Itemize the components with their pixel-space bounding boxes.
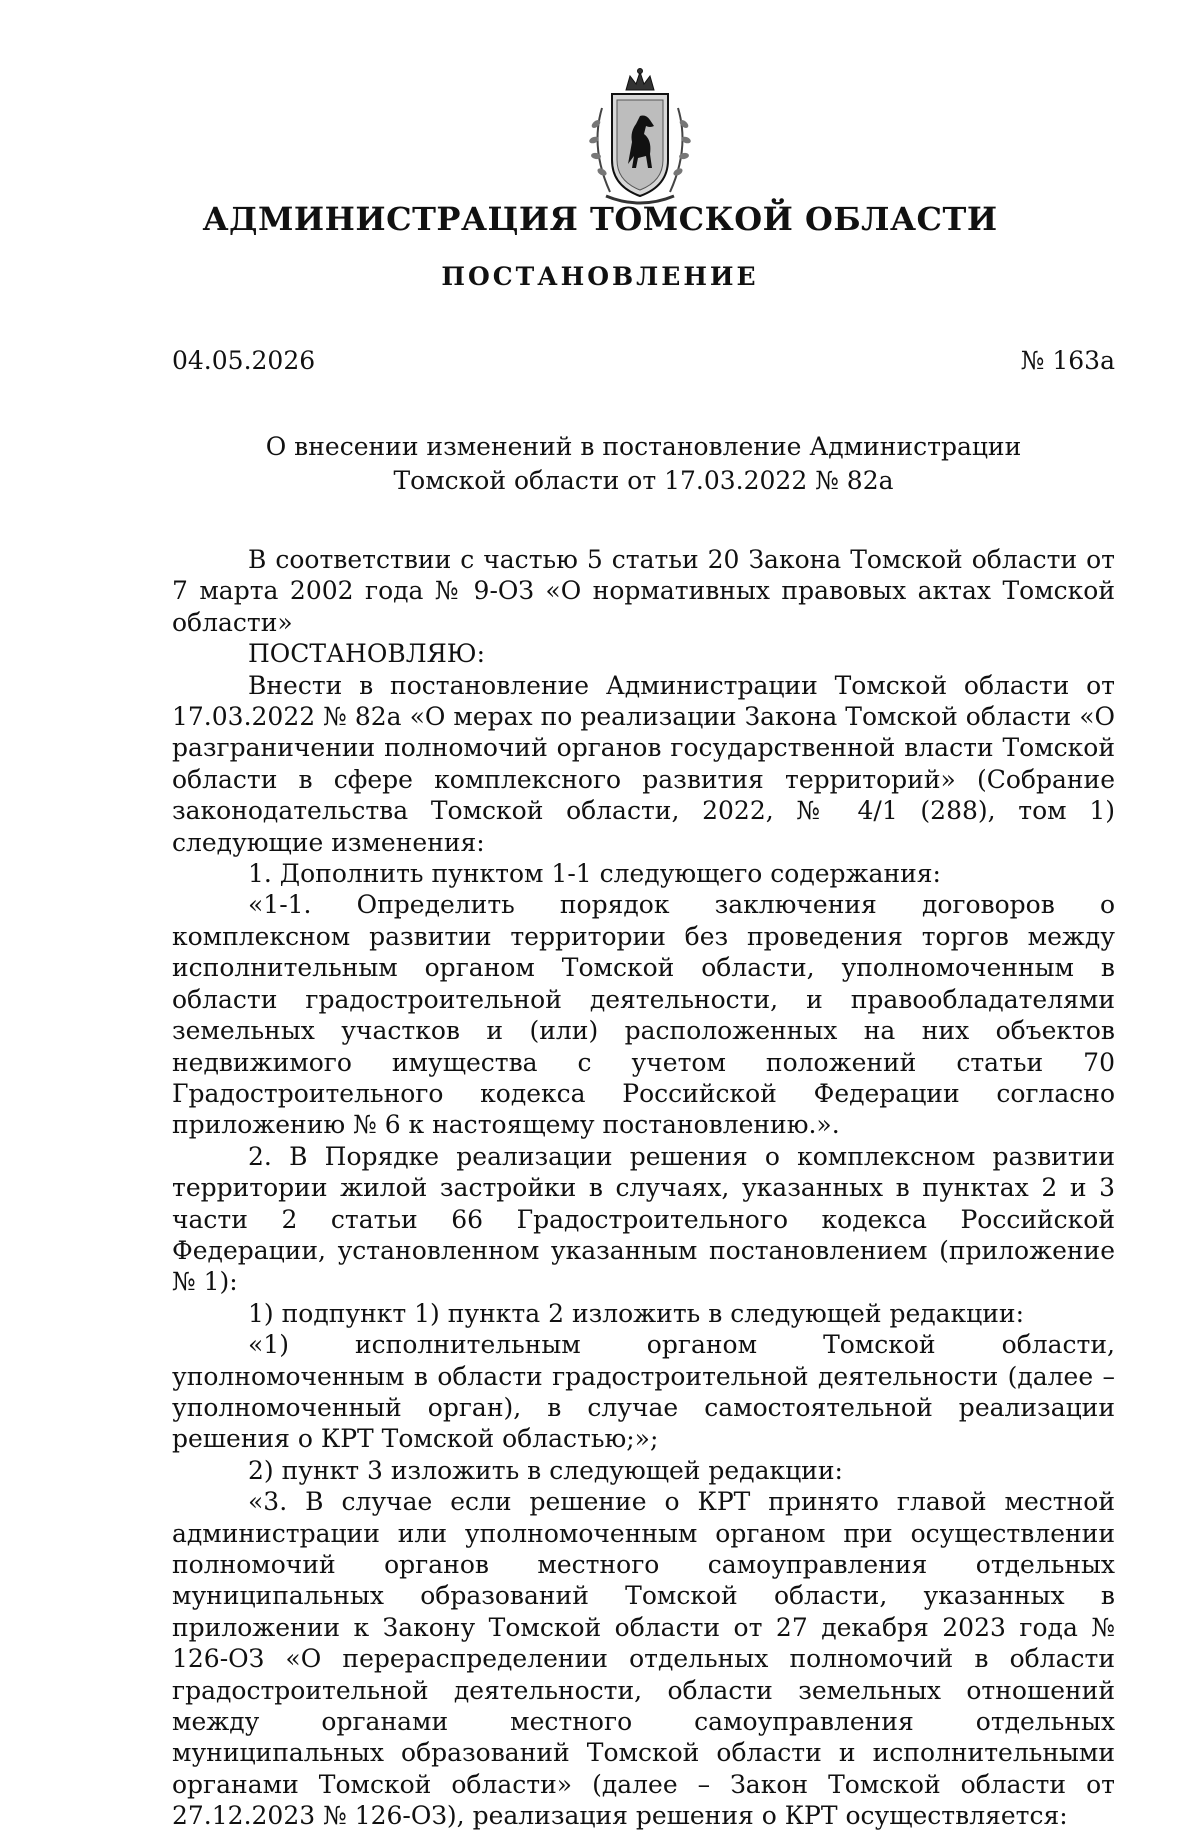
body-paragraph: «1) исполнительным органом Томской области, уполномоченным в области градостроительной деятельности (далее – уполномоченный орган), в случае самостоятельной реализации решения о КРТ Томской областью;»; [172, 1330, 1115, 1454]
body-paragraph: 1. Дополнить пунктом 1-1 следующего содержания: [248, 859, 941, 889]
document-type-heading: ПОСТАНОВЛЕНИЕ [441, 262, 759, 291]
body-paragraph: 2) пункт 3 изложить в следующей редакции: [248, 1455, 843, 1485]
document-date: 04.05.2026 [172, 346, 316, 375]
subject-line: О внесении изменений в постановление Администрации [265, 432, 1022, 461]
body-paragraph: В соответствии с частью 5 статьи 20 Закона Томской области от 7 марта 2002 года № 9-ОЗ «О нормативных правовых актах Томской области» [172, 545, 1115, 637]
subject-line: Томской области от 17.03.2022 № 82а [393, 466, 894, 495]
document-subject [172, 430, 1115, 498]
body-paragraph: «1-1. Определить порядок заключения договоров о комплексном развитии территории без проведения торгов между исполнительным органом Томской области, уполномоченным в области градостроительной деятельности, и правообладателями земельных участков и (или) расположенных на них объектов недвижимого имущества с учетом положений статьи 70 Градостроительного кодекса Российской Федерации согласно приложению № 6 к настоящему постановлению.». [172, 890, 1115, 1140]
body-paragraph: 2. В Порядке реализации решения о комплексном развитии территории жилой застройки в случаях, указанных в пунктах 2 и 3 части 2 статьи 66 Градостроительного кодекса Российской Федерации, установленном указанным постановлением (приложение № 1): [172, 1141, 1115, 1297]
document-number: № 163а [1020, 346, 1115, 375]
organization-title: АДМИНИСТРАЦИЯ ТОМСКОЙ ОБЛАСТИ [202, 200, 998, 238]
document-body [172, 544, 1115, 1832]
body-paragraph: 1) подпункт 1) пункта 2 изложить в следующей редакции: [248, 1298, 1024, 1328]
body-paragraph: Внести в постановление Администрации Томской области от 17.03.2022 № 82а «О мерах по реализации Закона Томской области «О разграничении полномочий органов государственной власти Томской области в сфере комплексного развития территорий» (Собрание законодательства Томской области, 2022, № 4/1 (288), том 1) следующие изменения: [172, 670, 1115, 857]
body-paragraph: «3. В случае если решение о КРТ принято главой местной администрации или уполномоченным органом при осуществлении полномочий органов местного самоуправления отдельных муниципальных образований Томской области, указанных в приложении к Закону Томской области от 27 декабря 2023 года № 126-ОЗ «О перераспределении отдельных полномочий в области градостроительной деятельности, области земельных отношений между органами местного самоуправления отдельных муниципальных образований Томской области и исполнительными органами Томской области» (далее – Закон Томской области от 27.12.2023 № 126-ОЗ), реализация решения о КРТ осуществляется: [172, 1487, 1115, 1831]
tomsk-coat-of-arms-icon [580, 68, 700, 208]
resolution-keyword: ПОСТАНОВЛЯЮ: [248, 639, 486, 669]
